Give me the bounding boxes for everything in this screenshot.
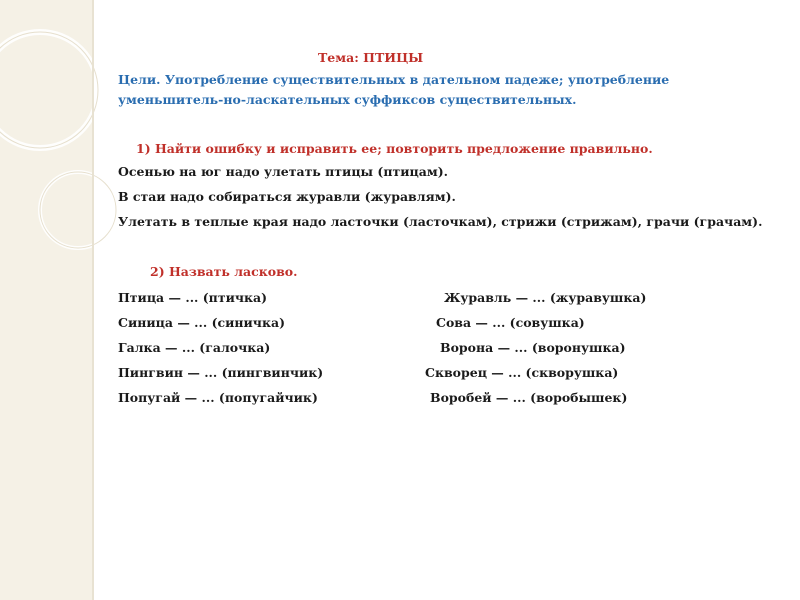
task2-heading: 2) Назвать ласково.	[150, 264, 298, 279]
task2-right-item: Воробей — ... (воробышек)	[430, 390, 628, 405]
goals-line-2: уменьшитель-но-ласкательных суффиксов существительных.	[118, 92, 577, 107]
task2-left-item: Птица — ... (птичка)	[118, 290, 268, 305]
task1-sentence: В стаи надо собираться журавли (журавлям).	[118, 189, 456, 204]
topic-title: Тема: ПТИЦЫ	[318, 50, 424, 65]
task1-sentence: Осенью на юг надо улетать птицы (птицам).	[118, 164, 448, 179]
task2-right-item: Ворона — ... (воронушка)	[440, 340, 626, 355]
task1-heading: 1) Найти ошибку и исправить ее; повторить предложение правильно.	[136, 141, 653, 156]
task2-left-item: Галка — ... (галочка)	[118, 340, 271, 355]
task2-right-item: Журавль — ... (журавушка)	[444, 290, 647, 305]
task2-left-item: Попугай — ... (попугайчик)	[118, 390, 318, 405]
panel-divider	[92, 0, 94, 600]
task2-left-item: Синица — ... (синичка)	[118, 315, 285, 330]
task1-sentence: Улетать в теплые края надо ласточки (ласточкам), стрижи (стрижам), грачи (грачам).	[118, 214, 763, 229]
task2-right-item: Сова — ... (совушка)	[436, 315, 585, 330]
task2-right-item: Скворец — ... (скворушка)	[425, 365, 619, 380]
task2-left-item: Пингвин — ... (пингвинчик)	[118, 365, 324, 380]
goals-line-1: Цели. Употребление существительных в дательном падеже; употребление	[118, 72, 670, 87]
